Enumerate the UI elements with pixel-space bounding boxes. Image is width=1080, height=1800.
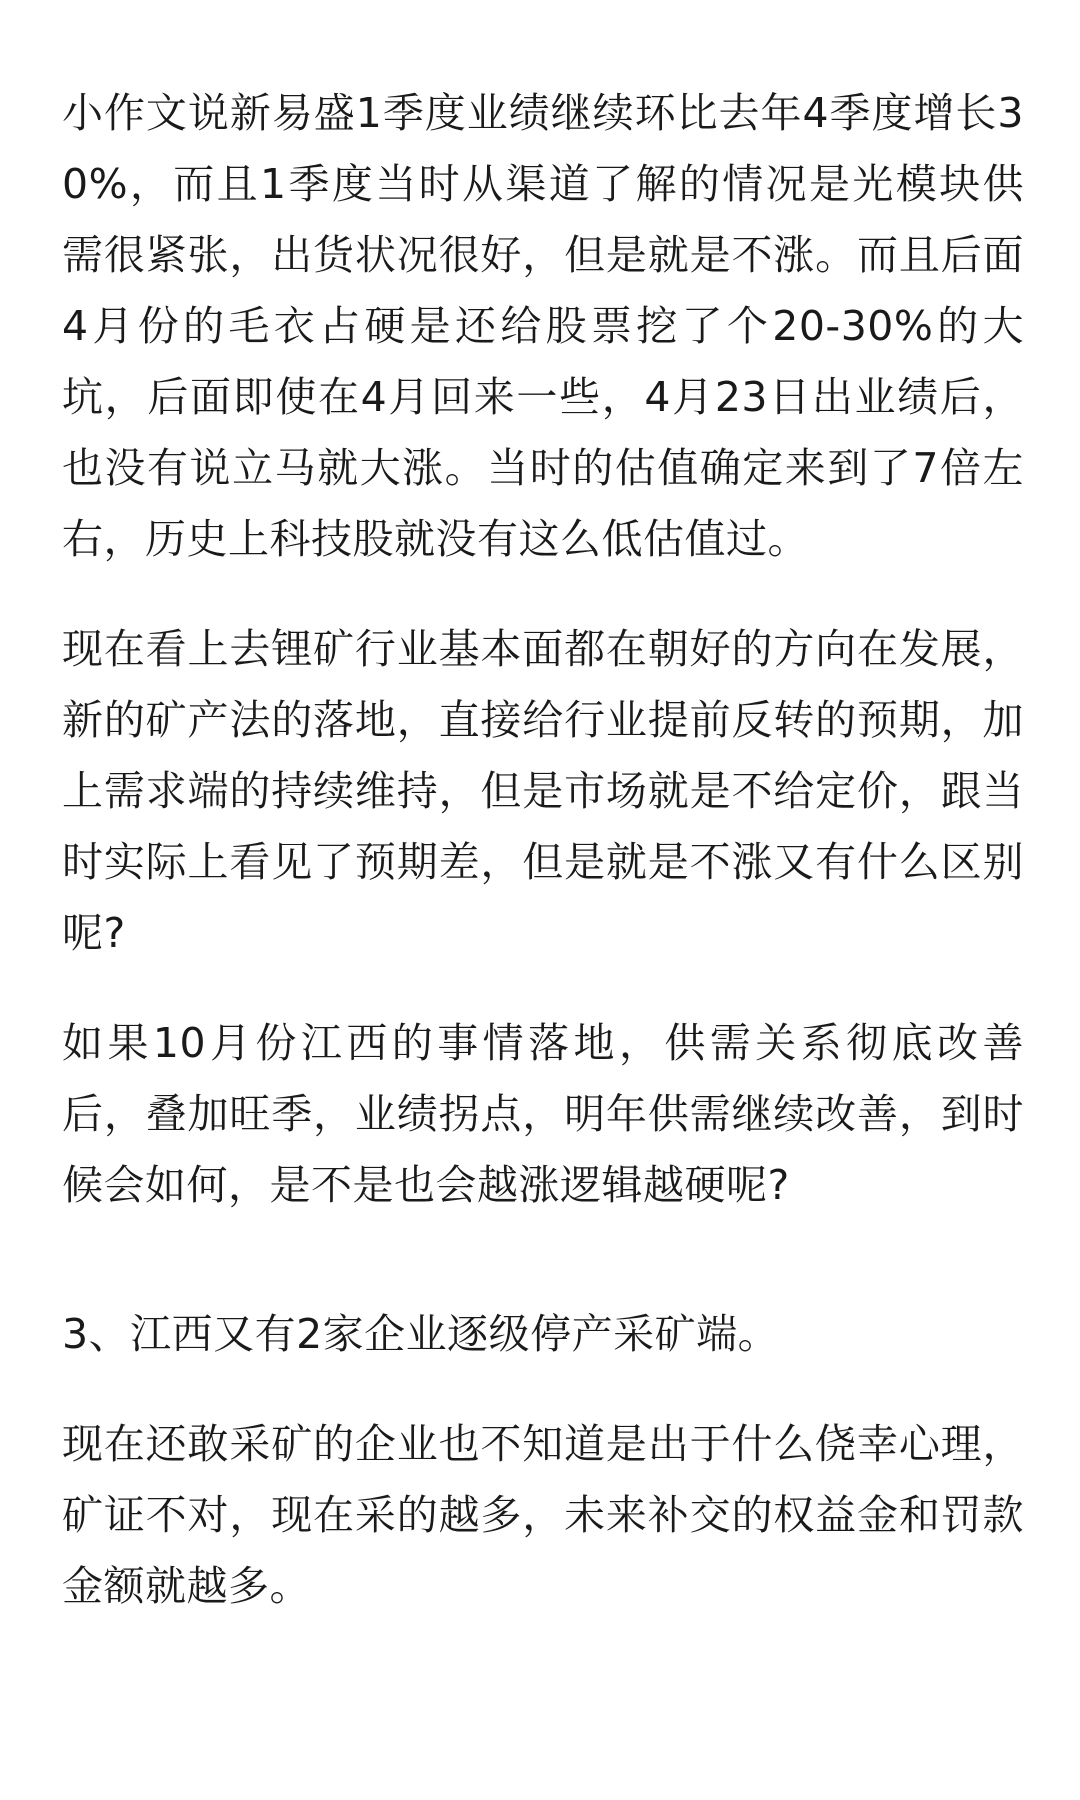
paragraph-lithium-outlook: 现在看上去锂矿行业基本面都在朝好的方向在发展，新的矿产法的落地，直接给行业提前反转的预期，加上需求端的持续维持，但是市场就是不给定价，跟当时实际上看见了预期差，但是就是不涨又有什么区别呢? bbox=[62, 625, 1024, 957]
paragraph-jiangxi-question: 如果10月份江西的事情落地，供需关系彻底改善后，叠加旺季，业绩拐点，明年供需继续改善，到时候会如何，是不是也会越涨逻辑越硬呢? bbox=[62, 1019, 1024, 1209]
article-body bbox=[62, 78, 1024, 1622]
paragraph-xinyisheng: 小作文说新易盛1季度业绩继续环比去年4季度增长30%，而且1季度当时从渠道了解的情况是光模块供需很紧张，出货状况很好，但是就是不涨。而且后面4月份的毛衣占硬是还给股票挖了个20-30%的大坑，后面即使在4月回来一些，4月23日出业绩后，也没有说立马就大涨。当时的估值确定来到了7倍左右，历史上科技股就没有这么低估值过。 bbox=[62, 89, 1024, 563]
paragraph-mining-risk: 现在还敢采矿的企业也不知道是出于什么侥幸心理，矿证不对，现在采的越多，未来补交的权益金和罚款金额就越多。 bbox=[62, 1420, 1024, 1610]
paragraph-point-3: 3、江西又有2家企业逐级停产采矿端。 bbox=[62, 1310, 780, 1358]
